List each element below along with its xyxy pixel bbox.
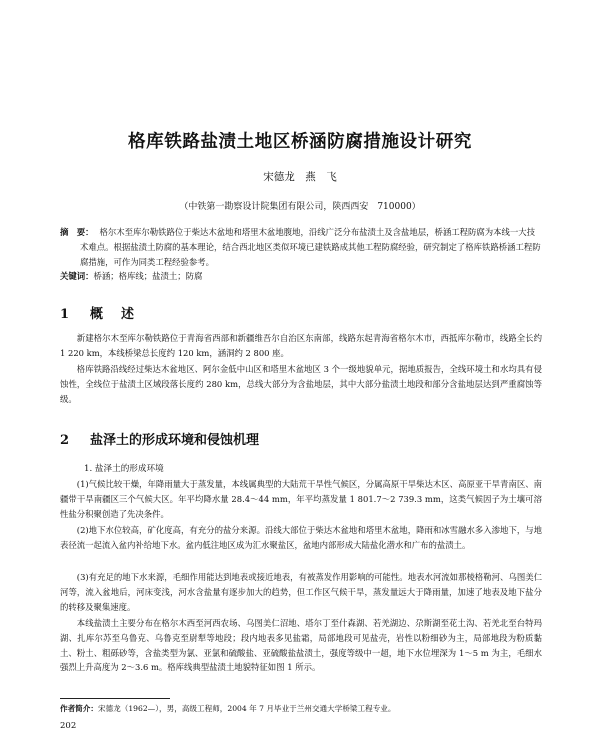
footnote-text: 宋德龙（1962—），男，高级工程师，2004 年 7 月毕业于兰州交通大学桥梁工程专业。 <box>97 704 396 713</box>
section-1-heading <box>60 303 152 322</box>
abstract-label: 摘 要： <box>60 227 94 237</box>
section-1-title: 概述 <box>90 307 153 322</box>
subsection-heading: 1. 盐泽土的形成环境 <box>84 464 164 474</box>
paper-title: 格库铁路盐渍土地区桥涵防腐措施设计研究 <box>128 132 472 152</box>
keywords-label: 关键词： <box>60 271 94 281</box>
section-1-paragraph: 新建格尔木至库尔勒铁路位于青海省西部和新疆维吾尔自治区东南部，线路东起青海省格尔木市，西抵库尔勒市，线路全长约 1 220 km，本线桥梁总长度约 120 km，涵洞约 2 800 座。 <box>60 333 542 358</box>
section-2-heading <box>60 429 259 448</box>
section-2-paragraph: (3)有充足的地下水来源，毛细作用能达到地表或接近地表，有被蒸发作用影响的可能性。地表水河流如那棱格勒河、乌图美仁河等，流入盆地后，河床变浅，河水含盐量有逐步加大的趋势，但工作区气候干旱，蒸发量远大于降雨量，加速了地表及地下盐分的转移及聚集速度。 <box>60 572 542 612</box>
section-2-title: 盐泽土的形成环境和侵蚀机理 <box>90 433 260 448</box>
keywords-text: 桥涵；格库线；盐渍土；防腐 <box>93 271 203 281</box>
section-2-paragraph: 本线盐渍土主要分布在格尔木西至河西农场、乌图美仁沼地、塔尔丁至什森湖、若羌湖边、尕斯湖至花土沟、若羌北至台特玛湖、扎库尔苏至乌鲁克、乌鲁克至尉犁等地段；段内地表多见盐霜，局部地段可见盐壳，岩性以粉细砂为主，局部地段为粉质黏土、粉土、粗砾砂等，含盐类型为氯、亚氯和硫酸盐、亚硫酸盐盐渍土，强度等级中一超，地下水位埋深为 1～5 m 为主，毛细水强烈上升高度为 2～3.6 m。格库线典型盐渍土地貌特征如图 1 所示。 <box>60 618 542 673</box>
keywords <box>60 270 542 282</box>
page-number: 202 <box>60 721 77 731</box>
section-2-paragraph: (2)地下水位较高，矿化度高，有充分的盐分来源。沿线大部位于柴达木盆地和塔里木盆地，降雨和冰雪融水多入渗地下，与地表径流一起流入盆内补给地下水。盆内低注地区成为汇水聚盐区，盆地内部形成大陆盐化潜水和广布的盐渍土。 <box>60 525 542 550</box>
paper-authors: 宋德龙 燕 飞 <box>263 171 337 183</box>
section-2-number: 2 <box>60 433 70 448</box>
abstract-body <box>60 225 542 270</box>
author-footnote <box>60 703 395 714</box>
section-2-paragraph: (1)气候比较干燥，年降雨量大于蒸发量，本线属典型的大陆荒干旱性气候区，分属高原干旱柴达木区、高原亚干旱青南区、南疆带干旱南疆区三个气候大区。年平均降水量 28.4～44 mm，年平均蒸发量 1 801.7～2 739.3 mm，这类气候因子为土壤可溶性盐分积聚创造了先决条件。 <box>60 479 542 519</box>
abstract <box>60 225 542 270</box>
footnote-divider <box>60 698 170 699</box>
section-1-number: 1 <box>60 307 70 322</box>
footnote-label: 作者简介： <box>60 704 98 713</box>
author-affiliation: （中铁第一勘察设计院集团有限公司，陕西西安 710000） <box>179 202 421 212</box>
abstract-text: 格尔木至库尔勒铁路位于柴达木盆地和塔里木盆地腹地，沿线广泛分布盐渍土及含盐地层，桥涵工程防腐为本线一大技术难点。根据盐渍土防腐的基本理论，结合西北地区类似环境已建铁路成其他工程防腐经验，研究制定了格库铁路桥涵工程防腐措施，可作为同类工程经验参考。 <box>80 227 541 267</box>
section-1-paragraph: 格库铁路沿线经过柴达木盆地区、阿尔金低中山区和塔里木盆地区 3 个一级地貌单元，据地质报告，全线环境土和水均具有侵蚀性，全线位于盐渍土区域段落长度约 280 km，总线大部分为含盐地层，其中大部分盐渍土地段和部分含盐地层达到严重腐蚀等级。 <box>60 364 542 404</box>
